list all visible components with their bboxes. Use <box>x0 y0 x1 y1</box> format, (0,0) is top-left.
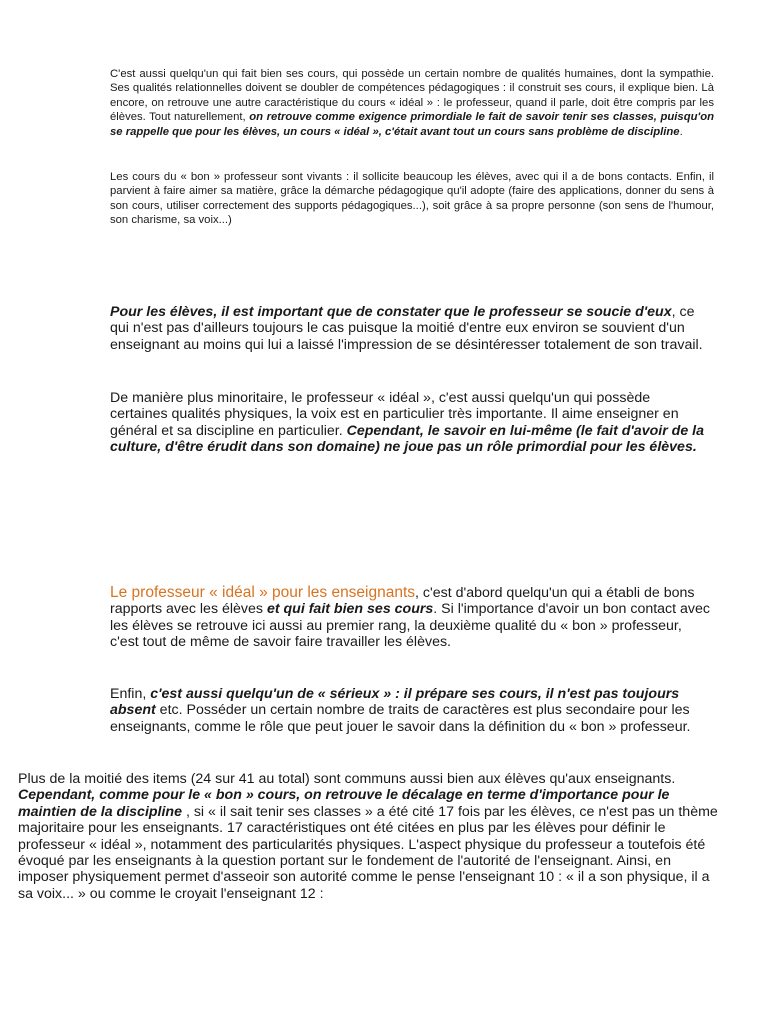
text-run: . Si l'importance d'avoir un bon contact avec les élèves se retrouve ici aussi au premier rang, la deuxième qualité du « bon » professeur, c'est tout de même de savoir faire travailler les élèves. <box>110 601 711 651</box>
text-run: , c'est d'abord quelqu'un qui a établi de bons rapports avec les élèves <box>110 585 695 618</box>
bold-emphasis: c'est aussi quelqu'un de « sérieux » : il prépare ses cours, il n'est pas toujours absent <box>110 686 680 719</box>
paragraph-lively-lessons <box>110 170 714 228</box>
bold-emphasis: Pour les élèves, il est important que de constater que le professeur se soucie d'eux <box>110 304 672 320</box>
paragraph-teacher-qualities <box>110 67 714 139</box>
text-run: Plus de la moitié des items (24 sur 41 au total) sont communs aussi bien aux élèves qu'aux enseignants. <box>18 771 676 787</box>
text-run: Les cours du « bon » professeur sont vivants : il sollicite beaucoup les élèves, avec qui il a de bons contacts. Enfin, il parvient à faire aimer sa matière, grâce la démarche pédagogique qu'il adopte (faire des applications, donner du sens à son cours, utiliser correctement des supports pédagogiques...), soit grâce à sa propre personne (son sens de l'humour, son charisme, sa voix...) <box>110 171 714 227</box>
paragraph-serious-teacher <box>110 686 710 735</box>
bold-emphasis: on retrouve comme exigence primordiale le fait de savoir tenir ses classes, puisqu'on se rappelle que pour les élèves, un cours « idéal », c'était avant tout un cours sans problème de discipline <box>110 111 715 138</box>
text-run: etc. Posséder un certain nombre de traits de caractères est plus secondaire pour les enseignants, comme le rôle que peut jouer le savoir dans la définition du « bon » professeur. <box>110 702 691 735</box>
text-run: Enfin, <box>110 686 151 702</box>
text-run: , ce qui n'est pas d'ailleurs toujours le cas puisque la moitié d'entre eux environ se souvient d'un enseignant au moins qui lui a laissé l'impression de se désintéresser totalement de son travail. <box>110 304 703 353</box>
paragraph-students-care <box>110 304 710 353</box>
bold-emphasis: Cependant, comme pour le « bon » cours, on retrouve le décalage en terme d'importance pour le maintien de la discipline <box>18 787 670 820</box>
text-run: C'est aussi quelqu'un qui fait bien ses cours, qui possède un certain nombre de qualités humaines, dont la sympathie. Ses qualités relationnelles doivent se doubler de compétences pédagogiques : il construit ses cours, il explique bien. Là encore, on retrouve une autre caractéristique du cours « idéal » : le professeur, quand il parle, doit être compris par les élèves. Tout naturellement, <box>110 68 714 124</box>
bold-emphasis: et qui fait bien ses cours <box>266 601 434 618</box>
bold-emphasis: Cependant, le savoir en lui-même (le fait d'avoir de la culture, d'être érudit dans son domaine) ne joue pas un rôle primordial pour les élèves. <box>110 422 704 456</box>
paragraph-common-items <box>18 771 718 902</box>
text-run: , si « il sait tenir ses classes » a été cité 17 fois par les élèves, ce n'est pas un thème majoritaire pour les enseignants. 17 caractéristiques ont été citées en plus par les élèves pour définir le professeur « idéal », notamment des particularités physiques. L'aspect physique du professeur a toutefois été évoqué par les enseignants à la question portant sur le fondement de l'autorité de l'enseignant. Ainsi, en imposer physiquement permet d'asseoir son autorité comme le pense l'enseignant 10 : « il a son physique, il a sa voix... » ou comme le croyait l'enseignant 12 : <box>18 803 718 902</box>
text-run: . <box>679 125 683 138</box>
section-heading: Le professeur « idéal » pour les enseignants <box>110 584 416 601</box>
paragraph-physical-qualities <box>110 390 710 456</box>
paragraph-teachers-ideal <box>110 585 710 651</box>
text-run: De manière plus minoritaire, le professeur « idéal », c'est aussi quelqu'un qui possède certaines qualités physiques, la voix est en particulier très importante. Il aime enseigner en général et sa discipline en particulier. <box>110 390 679 439</box>
